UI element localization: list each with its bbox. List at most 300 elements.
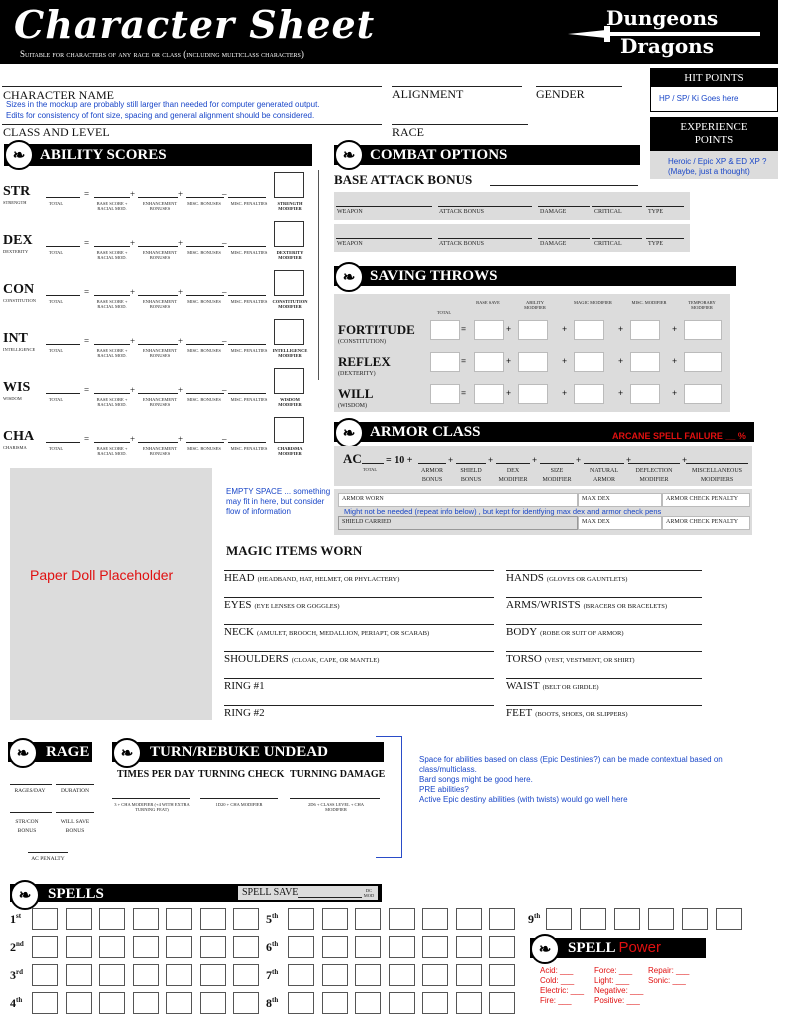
ability-scores-header: ABILITY SCORES — [4, 144, 312, 166]
magic-slot-right[interactable] — [506, 599, 667, 611]
save-value-box[interactable] — [684, 320, 722, 340]
ability-modifier-box[interactable] — [274, 319, 304, 345]
ability-entry-line[interactable] — [46, 197, 80, 198]
ability-entry-line[interactable] — [228, 442, 266, 443]
operator: + — [672, 388, 678, 398]
strcon-bonus-line[interactable] — [10, 812, 52, 813]
weapon-field-line[interactable] — [538, 206, 590, 207]
operator: + — [130, 336, 136, 346]
ability-entry-line[interactable] — [186, 246, 224, 247]
spell-level-suffix: th — [534, 912, 541, 920]
spell-level-number: 8 — [266, 996, 272, 1010]
spell-level-label — [266, 912, 278, 927]
spell-slot-box[interactable] — [682, 908, 708, 930]
alignment-label: ALIGNMENT — [392, 87, 464, 101]
magic-slot-left[interactable] — [224, 680, 268, 692]
rage-ac-penalty-label: AC PENALTY — [31, 856, 65, 862]
ability-sub-label: MISC. PENALTIES — [230, 397, 268, 402]
magic-slot-line[interactable] — [506, 624, 702, 625]
spell-slot-box[interactable] — [166, 908, 192, 930]
ability-name: INTELLIGENCE — [3, 347, 36, 352]
spell-level-number: 7 — [266, 968, 272, 982]
spell-power-entry[interactable]: Fire: ___ — [540, 996, 572, 1005]
spell-slot-box[interactable] — [322, 908, 348, 930]
ability-entry-line[interactable] — [94, 246, 130, 247]
times-per-day-label: TIMES PER DAY — [117, 769, 195, 780]
operator: + — [562, 388, 568, 398]
operator: – — [222, 238, 227, 248]
save-value-box[interactable] — [630, 384, 660, 404]
armor-note: Might not be needed (repeat info below) , but kept for identfying max dex and armor check pens — [344, 507, 662, 516]
spell-level-label — [528, 912, 540, 927]
spell-slot-box[interactable] — [133, 908, 159, 930]
ability-modifier-box[interactable] — [274, 417, 304, 443]
ability-entry-line[interactable] — [138, 442, 178, 443]
operator: + — [626, 455, 632, 465]
magic-slot-line[interactable] — [506, 570, 702, 571]
experience-title: EXPERIENCE POINTS — [650, 117, 778, 151]
weapon-field-label: TYPE — [648, 209, 663, 215]
experience-box[interactable] — [650, 117, 778, 179]
spell-slot-box[interactable] — [99, 936, 125, 958]
magic-slot-line[interactable] — [506, 705, 702, 706]
weapon-field-line[interactable] — [438, 238, 532, 239]
magic-slot-line[interactable] — [224, 624, 494, 625]
logo-bottom: Dragons — [620, 34, 714, 58]
ability-entry-line[interactable] — [46, 295, 80, 296]
save-value-box[interactable] — [574, 352, 604, 372]
spell-power-entry[interactable]: Acid: ___ — [540, 966, 574, 975]
spell-slot-box[interactable] — [322, 936, 348, 958]
ability-entry-line[interactable] — [228, 246, 266, 247]
spell-slot-box[interactable] — [288, 936, 314, 958]
ability-modifier-box[interactable] — [274, 221, 304, 247]
magic-slot-right[interactable] — [506, 653, 635, 665]
ability-entry-line[interactable] — [228, 295, 266, 296]
magic-slot-left[interactable] — [224, 599, 340, 611]
spell-slot-box[interactable] — [422, 992, 448, 1014]
save-value-box[interactable] — [430, 352, 460, 372]
spell-level-label — [10, 912, 21, 927]
operator: – — [222, 287, 227, 297]
magic-slot-line[interactable] — [506, 597, 702, 598]
ability-entry-line[interactable] — [228, 344, 266, 345]
save-value-box[interactable] — [518, 384, 548, 404]
spell-level-number: 3 — [10, 968, 16, 982]
combat-options-header: COMBAT OPTIONS — [334, 145, 640, 165]
rages-per-day-line[interactable] — [10, 784, 52, 785]
save-value-box[interactable] — [630, 320, 660, 340]
spell-power-entry[interactable]: Force: ___ — [594, 966, 633, 975]
dragon-emblem-icon: ❧ — [112, 738, 142, 768]
character-name-line[interactable] — [2, 86, 382, 87]
spell-slot-box[interactable] — [32, 908, 58, 930]
spell-slot-box[interactable] — [200, 936, 226, 958]
spell-slot-box[interactable] — [133, 936, 159, 958]
magic-slot-line[interactable] — [506, 678, 702, 679]
save-value-box[interactable] — [474, 384, 504, 404]
empty-space-note: EMPTY SPACE ... something may fit in here, but consider flow of information — [226, 487, 331, 516]
spell-slot-box[interactable] — [322, 964, 348, 986]
times-per-day-line[interactable] — [112, 798, 190, 799]
spell-slot-box[interactable] — [322, 992, 348, 1014]
ability-entry-line[interactable] — [94, 295, 130, 296]
ac-total-line[interactable] — [362, 463, 384, 464]
times-per-day-sub: 3 + CHA MODIFIER (+4 WITH EXTRA TURNING FEAT) — [114, 802, 190, 812]
ability-sub-label: TOTAL — [48, 250, 64, 255]
spell-slot-box[interactable] — [32, 964, 58, 986]
operator: = — [461, 324, 467, 334]
ability-name: CHARISMA — [3, 445, 27, 450]
magic-slot-line[interactable] — [224, 651, 494, 652]
operator: + — [448, 455, 454, 465]
ability-entry-line[interactable] — [94, 344, 130, 345]
spell-slot-box[interactable] — [389, 992, 415, 1014]
spell-slot-box[interactable] — [456, 936, 482, 958]
ability-entry-line[interactable] — [138, 393, 178, 394]
spell-slot-box[interactable] — [489, 908, 515, 930]
weapon-field-line[interactable] — [592, 238, 642, 239]
ability-entry-line[interactable] — [46, 344, 80, 345]
magic-slot-left[interactable] — [224, 626, 429, 638]
spell-slot-box[interactable] — [133, 964, 159, 986]
spell-slot-box[interactable] — [546, 908, 572, 930]
operator: + — [682, 455, 688, 465]
ability-sub-label: BASE SCORE + RACIAL MOD. — [96, 348, 128, 358]
ability-sub-label: MISC. BONUSES — [187, 397, 221, 402]
magic-slot-right[interactable] — [506, 572, 627, 584]
save-magic-label: MAGIC MODIFIER — [574, 300, 612, 305]
shield-maxdex-label: MAX DEX — [582, 519, 610, 525]
save-value-box[interactable] — [474, 320, 504, 340]
ability-sub-label: MISC. BONUSES — [187, 250, 221, 255]
magic-slot-desc: (CLOAK, CAPE, OR MANTLE) — [291, 657, 380, 664]
save-value-box[interactable] — [630, 352, 660, 372]
shield-label: SHIELD CARRIED — [342, 519, 392, 525]
ability-abbr: CHA — [3, 429, 35, 444]
save-value-box[interactable] — [684, 352, 722, 372]
weapon-field-line[interactable] — [538, 238, 590, 239]
ability-modifier-label: STRENGTH MODIFIER — [277, 201, 303, 211]
spell-slot-box[interactable] — [489, 964, 515, 986]
spell-slot-box[interactable] — [233, 936, 259, 958]
magic-slot-name: HANDS — [506, 572, 544, 584]
spell-slot-box[interactable] — [422, 936, 448, 958]
spell-slot-box[interactable] — [66, 908, 92, 930]
save-value-box[interactable] — [430, 384, 460, 404]
spell-slot-box[interactable] — [200, 964, 226, 986]
operator: = — [84, 385, 90, 395]
spell-slot-box[interactable] — [489, 936, 515, 958]
operator: + — [672, 356, 678, 366]
hit-points-box[interactable] — [650, 68, 778, 112]
ability-entry-line[interactable] — [138, 197, 178, 198]
magic-slot-line[interactable] — [224, 705, 494, 706]
spell-slot-box[interactable] — [66, 936, 92, 958]
operator: + — [130, 189, 136, 199]
turning-damage-line[interactable] — [290, 798, 380, 799]
magic-slot-line[interactable] — [224, 597, 494, 598]
ability-sub-label: ENHANCEMENT BONUSES — [142, 446, 178, 456]
dragon-emblem-icon: ❧ — [8, 738, 38, 768]
ability-entry-line[interactable] — [138, 344, 178, 345]
save-value-box[interactable] — [518, 320, 548, 340]
ability-sub-label: MISC. BONUSES — [187, 299, 221, 304]
spell-slot-box[interactable] — [166, 992, 192, 1014]
magic-slot-right[interactable] — [506, 707, 628, 719]
spell-power-entry[interactable]: Sonic: ___ — [648, 976, 686, 985]
spell-slot-box[interactable] — [288, 964, 314, 986]
magic-slot-desc: (BOOTS, SHOES, OR SLIPPERS) — [535, 711, 628, 718]
spell-slot-box[interactable] — [32, 936, 58, 958]
spell-slot-box[interactable] — [716, 908, 742, 930]
turning-check-line[interactable] — [200, 798, 278, 799]
magic-slot-left[interactable] — [224, 653, 379, 665]
ability-entry-line[interactable] — [46, 246, 80, 247]
spell-slot-box[interactable] — [456, 992, 482, 1014]
spell-slot-box[interactable] — [66, 992, 92, 1014]
ac-field-line[interactable] — [686, 463, 748, 464]
spell-slot-box[interactable] — [233, 992, 259, 1014]
weapon-field-label: DAMAGE — [540, 241, 567, 247]
spell-slot-box[interactable] — [355, 936, 381, 958]
armor-class-header: ARMOR CLASS — [334, 422, 754, 442]
spell-slot-box[interactable] — [456, 964, 482, 986]
hit-points-note: HP / SP/ Ki Goes here — [659, 94, 739, 103]
bab-line[interactable] — [490, 185, 638, 186]
dragon-emblem-icon: ❧ — [10, 880, 40, 910]
spell-slot-box[interactable] — [614, 908, 640, 930]
spell-power-entry[interactable]: Cold: ___ — [540, 976, 575, 985]
weapon-field-label: CRITICAL — [594, 209, 622, 215]
weapon-field-line[interactable] — [336, 206, 432, 207]
dragon-emblem-icon: ❧ — [334, 140, 364, 170]
ability-modifier-box[interactable] — [274, 270, 304, 296]
spell-power-entry[interactable]: Repair: ___ — [648, 966, 690, 975]
spell-slot-box[interactable] — [288, 992, 314, 1014]
spell-slot-box[interactable] — [99, 992, 125, 1014]
ability-entry-line[interactable] — [228, 197, 266, 198]
save-base-label: BASE SAVE — [476, 300, 500, 305]
ability-entry-line[interactable] — [46, 393, 80, 394]
ability-entry-line[interactable] — [138, 246, 178, 247]
armor-check-label: ARMOR CHECK PENALTY — [666, 496, 739, 502]
ac-field-line[interactable] — [496, 463, 530, 464]
ac-field-line[interactable] — [584, 463, 624, 464]
magic-slot-name: SHOULDERS — [224, 653, 289, 665]
dragon-emblem-icon: ❧ — [334, 418, 364, 448]
magic-slot-left[interactable] — [224, 572, 399, 584]
rage-duration-line[interactable] — [56, 784, 94, 785]
spell-slot-box[interactable] — [200, 908, 226, 930]
spell-slot-box[interactable] — [355, 908, 381, 930]
spell-slot-box[interactable] — [489, 992, 515, 1014]
spell-save-line[interactable] — [298, 897, 362, 898]
ability-modifier-label: CHARISMA MODIFIER — [277, 446, 303, 456]
magic-slot-desc: (GLOVES OR GAUNTLETS) — [546, 576, 628, 583]
operator: – — [222, 385, 227, 395]
save-value-box[interactable] — [684, 384, 722, 404]
magic-slot-line[interactable] — [224, 570, 494, 571]
save-ability-sub: (DEXTERITY) — [338, 371, 376, 377]
spell-level-number: 4 — [10, 996, 16, 1010]
spell-power-entry[interactable]: Light: ___ — [594, 976, 630, 985]
spell-level-label — [266, 968, 278, 983]
magic-slot-right[interactable] — [506, 626, 623, 638]
save-value-box[interactable] — [430, 320, 460, 340]
spell-slot-box[interactable] — [648, 908, 674, 930]
spell-power-entry[interactable]: Negative: ___ — [594, 986, 644, 995]
rage-ac-penalty-line[interactable] — [28, 852, 68, 853]
operator: + — [178, 336, 184, 346]
spell-slot-box[interactable] — [580, 908, 606, 930]
spell-slot-box[interactable] — [422, 908, 448, 930]
spell-level-label — [10, 996, 22, 1011]
spell-level-suffix: th — [272, 912, 279, 920]
operator: = — [84, 336, 90, 346]
spell-slot-box[interactable] — [66, 964, 92, 986]
spell-power-title-2: Power — [618, 939, 661, 956]
experience-note: Heroic / Epic XP & ED XP ? (Maybe, just a thought) — [668, 157, 767, 176]
ability-sub-label: MISC. BONUSES — [187, 446, 221, 451]
ability-modifier-box[interactable] — [274, 172, 304, 198]
ability-entry-line[interactable] — [94, 442, 130, 443]
operator: = — [461, 356, 467, 366]
spell-slot-box[interactable] — [389, 936, 415, 958]
ability-entry-line[interactable] — [186, 197, 224, 198]
save-value-box[interactable] — [574, 384, 604, 404]
ability-sub-label: ENHANCEMENT BONUSES — [142, 397, 178, 407]
save-ability-sub: (WISDOM) — [338, 403, 367, 409]
rages-per-day-label: RAGES/DAY — [14, 788, 46, 794]
armor-maxdex-label: MAX DEX — [582, 496, 610, 502]
ac-field-line[interactable] — [456, 463, 486, 464]
operator: = — [84, 238, 90, 248]
spell-slot-box[interactable] — [355, 992, 381, 1014]
operator: + — [178, 238, 184, 248]
save-value-box[interactable] — [574, 320, 604, 340]
spell-slot-box[interactable] — [288, 908, 314, 930]
operator: + — [618, 356, 624, 366]
save-name: WILL — [338, 386, 374, 401]
weapon-field-line[interactable] — [336, 238, 432, 239]
ability-entry-line[interactable] — [186, 442, 224, 443]
spell-power-entry[interactable]: Positive: ___ — [594, 996, 640, 1005]
spell-slot-box[interactable] — [166, 964, 192, 986]
paper-doll-label: Paper Doll Placeholder — [30, 567, 174, 583]
arcane-spell-failure[interactable]: ARCANE SPELL FAILURE __ % — [612, 431, 746, 441]
operator: + — [178, 385, 184, 395]
operator: + — [562, 324, 568, 334]
ac-field-line[interactable] — [540, 463, 574, 464]
ability-entry-line[interactable] — [186, 344, 224, 345]
spell-level-suffix: th — [272, 940, 279, 948]
magic-slot-left[interactable] — [224, 707, 268, 719]
ability-sub-label: ENHANCEMENT BONUSES — [142, 348, 178, 358]
spell-slot-box[interactable] — [355, 964, 381, 986]
magic-slot-name: RING #2 — [224, 707, 265, 719]
spell-level-suffix: th — [272, 996, 279, 1004]
ability-name: CONSTITUTION — [3, 298, 36, 303]
spell-slot-box[interactable] — [422, 964, 448, 986]
spell-slot-box[interactable] — [233, 908, 259, 930]
ability-sub-label: ENHANCEMENT BONUSES — [142, 201, 178, 211]
operator: – — [222, 336, 227, 346]
spell-slot-box[interactable] — [32, 992, 58, 1014]
weapon-field-line[interactable] — [438, 206, 532, 207]
spell-slot-box[interactable] — [389, 964, 415, 986]
operator: + — [506, 324, 512, 334]
ability-name: STRENGTH — [3, 200, 27, 205]
spell-level-number: 5 — [266, 912, 272, 926]
dragon-emblem-icon: ❧ — [334, 262, 364, 292]
spell-slot-box[interactable] — [233, 964, 259, 986]
paper-doll-placeholder[interactable] — [10, 468, 212, 720]
spell-level-number: 2 — [10, 940, 16, 954]
ability-modifier-box[interactable] — [274, 368, 304, 394]
spell-slot-box[interactable] — [166, 936, 192, 958]
ability-modifier-label: DEXTERITY MODIFIER — [276, 250, 304, 260]
operator: = — [84, 287, 90, 297]
class-note: PRE abilities? — [419, 785, 469, 794]
ac-field-line[interactable] — [418, 463, 446, 464]
turning-damage-sub: 2D6 + CLASS LEVEL + CHA MODIFIER — [307, 802, 365, 812]
spell-slot-box[interactable] — [389, 908, 415, 930]
ability-abbr: WIS — [3, 380, 31, 395]
ability-entry-line[interactable] — [186, 393, 224, 394]
spell-save-dc: DC MOD — [363, 888, 375, 898]
weapon-field-line[interactable] — [592, 206, 642, 207]
mockup-note-1: Sizes in the mockup are probably still larger than needed for computer generated output. — [6, 100, 320, 109]
magic-slot-right[interactable] — [506, 680, 599, 692]
turning-check-label: TURNING CHECK — [198, 769, 285, 780]
ability-sub-label: MISC. BONUSES — [187, 348, 221, 353]
ac-total-sub: TOTAL — [362, 467, 378, 472]
ability-sub-label: TOTAL — [48, 201, 64, 206]
ability-entry-line[interactable] — [94, 393, 130, 394]
ability-entry-line[interactable] — [46, 442, 80, 443]
ability-entry-line[interactable] — [186, 295, 224, 296]
spell-slot-box[interactable] — [99, 908, 125, 930]
operator: + — [532, 455, 538, 465]
ability-entry-line[interactable] — [138, 295, 178, 296]
spell-slot-box[interactable] — [200, 992, 226, 1014]
spell-slot-box[interactable] — [456, 908, 482, 930]
spell-level-suffix: st — [16, 912, 22, 920]
operator: + — [488, 455, 494, 465]
spell-save-field[interactable] — [238, 886, 378, 900]
save-value-box[interactable] — [518, 352, 548, 372]
magic-slot-line[interactable] — [506, 651, 702, 652]
saving-throws-header: SAVING THROWS — [334, 266, 736, 286]
ac-field-line[interactable] — [628, 463, 680, 464]
operator: = — [461, 388, 467, 398]
weapon-field-line[interactable] — [646, 206, 684, 207]
ability-entry-line[interactable] — [94, 197, 130, 198]
strcon-bonus-label: STR/CON BONUS — [15, 819, 39, 834]
spell-power-entry[interactable]: Electric: ___ — [540, 986, 585, 995]
weapon-field-line[interactable] — [646, 238, 684, 239]
magic-slot-name: TORSO — [506, 653, 542, 665]
save-value-box[interactable] — [474, 352, 504, 372]
will-save-bonus-line[interactable] — [56, 812, 94, 813]
magic-slot-desc: (EYE LENSES OR GOGGLES) — [254, 603, 340, 610]
spell-slot-box[interactable] — [99, 964, 125, 986]
spell-slot-box[interactable] — [133, 992, 159, 1014]
ac-field-label: SHIELD BONUS — [460, 468, 482, 483]
ability-entry-line[interactable] — [228, 393, 266, 394]
magic-slot-line[interactable] — [224, 678, 494, 679]
